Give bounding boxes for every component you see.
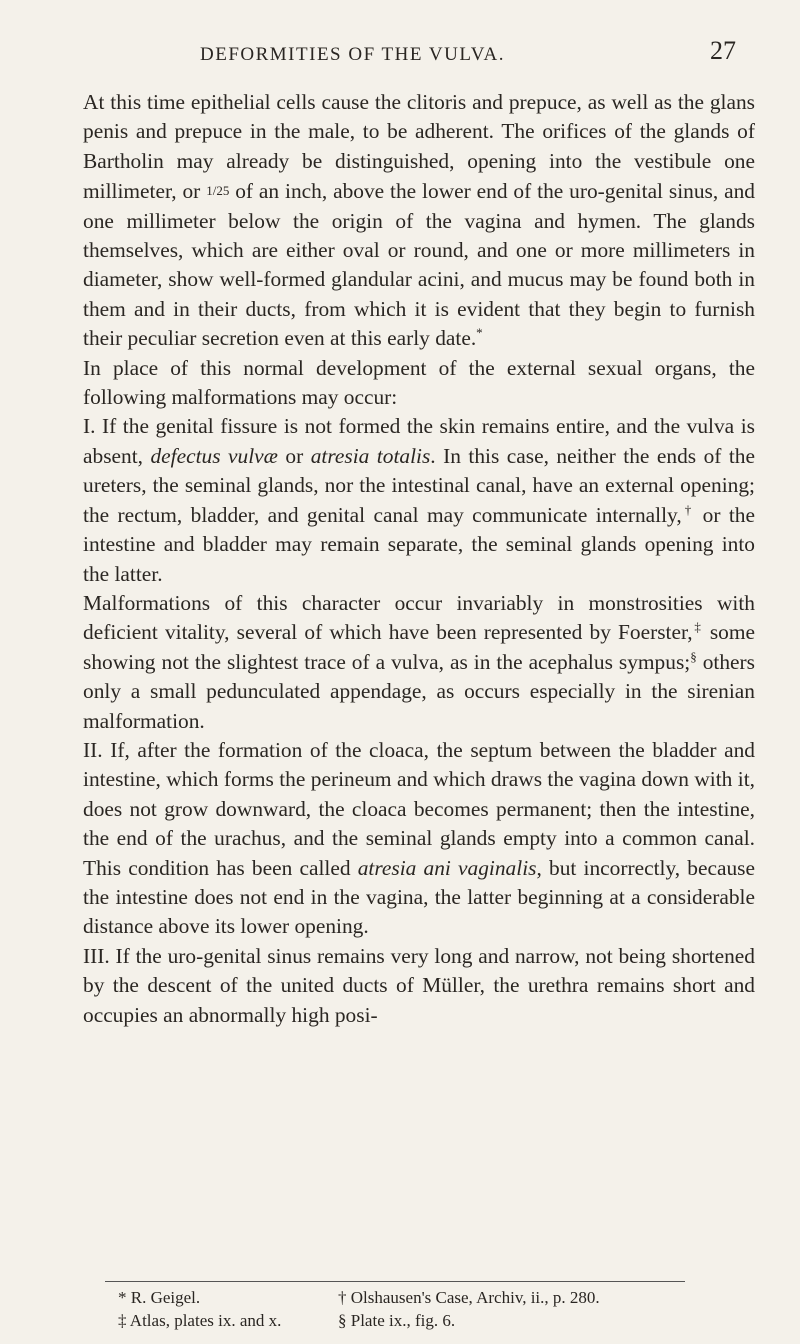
footnote-4: § Plate ix., fig. 6.	[338, 1311, 456, 1330]
footnotes	[118, 1286, 758, 1332]
footnote-1: * R. Geigel.	[118, 1288, 201, 1307]
paragraph-monstrosities: Malformations of this character occur invariably in monstrosities with deficient vitality, several of which have been represented by Foerster,‡ some showing not the slightest trace of a vulva, as in the acephalus sympus;§ others only a small pedunculated appendage, as occurs especially in the sirenian malformation.	[83, 590, 756, 733]
body-text	[55, 88, 755, 1030]
term-defectus-vulvae: defectus vulvæ	[150, 443, 278, 468]
paragraph-section-two: II. If, after the formation of the cloaca, the septum between the bladder and intestine, which forms the perineum and which draws the vagina down with it, does not grow downward, the cloaca becomes permanent; then the intestine, the end of the urachus, and the seminal glands empty into a common canal. This condition has been called atresia ani vaginalis, but incorrectly, because the intestine does not end in the vagina, the latter beginning at a considerable distance above its lower opening.	[83, 737, 755, 939]
paragraph-section-three: III. If the uro-genital sinus remains very long and narrow, not being shortened by the descent of the united ducts of Müller, the urethra remains short and occupies an abnormally high posi-	[83, 943, 755, 1027]
footnote-ref-star: *	[476, 325, 483, 341]
footnote-ref-section: §	[690, 648, 697, 664]
footnote-2: † Olshausen's Case, Archiv, ii., p. 280.	[338, 1288, 600, 1307]
paragraph-malformations-intro: In place of this normal development of the external sexual organs, the following malformations may occur:	[83, 355, 755, 410]
fraction: 1/25	[206, 183, 230, 199]
term-atresia-ani-vaginalis: atresia ani vaginalis	[357, 855, 537, 880]
paragraph-epithelial-cells: At this time epithelial cells cause the clitoris and prepuce, as well as the glans penis and prepuce in the male, to be adherent. The orifices of the glands of Bartholin may already be distinguished, opening into the vestibule one millimeter, or 1/25 of an inch, above the lower end of the uro-genital sinus, and one millimeter below the origin of the vagina and hymen. The glands themselves, which are either oval or round, and one or more millimeters in diameter, show well-formed glandular acini, and mucus may be found both in them and in their ducts, from which it is evident that they begin to furnish their peculiar secretion even at this early date.*	[83, 90, 755, 351]
footnote-3: ‡ Atlas, plates ix. and x.	[118, 1311, 282, 1330]
footnote-ref-double-dagger: ‡	[692, 619, 703, 635]
term-atresia-totalis: atresia totalis	[310, 443, 431, 468]
running-head: DEFORMITIES OF THE VULVA.	[200, 44, 505, 65]
page-number: 27	[710, 36, 736, 65]
footnote-divider	[105, 1281, 685, 1282]
footnote-ref-dagger: †	[681, 501, 695, 517]
paragraph-section-one: I. If the genital fissure is not formed the skin remains entire, and the vulva is absent, defectus vulvæ or atresia totalis. In this case, neither the ends of the ureters, the seminal glands, nor the intestinal canal, have an external opening; the rectum, bladder, and genital canal may communicate internally,† or the intestine and bladder may remain separate, the seminal glands opening into the latter.	[83, 414, 755, 586]
